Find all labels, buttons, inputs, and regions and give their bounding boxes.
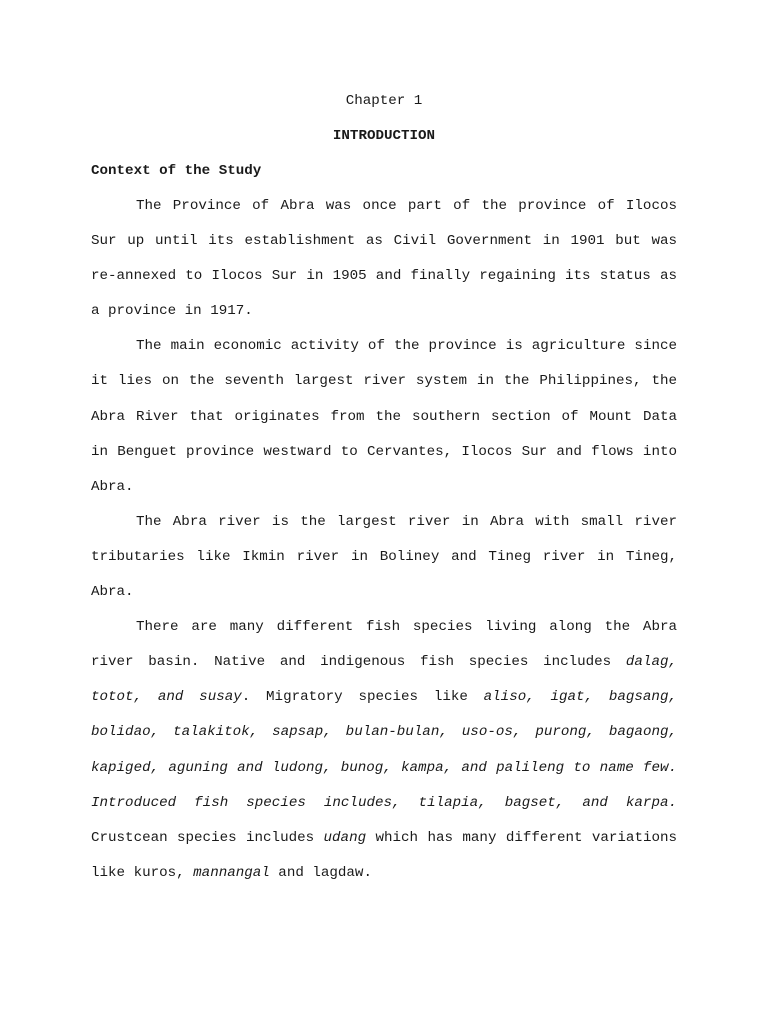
paragraph-4-text: There are many different fish species living along the Abra river basin. Native and indigenous fish species includes	[91, 619, 677, 671]
paragraph-4-text: and lagdaw.	[269, 864, 372, 881]
crustacean-species-name: udang	[323, 829, 367, 846]
paragraph-4	[91, 610, 677, 891]
migratory-species-names: aliso, igat, bagsang, bolidao, talakitok, sapsap, bulan-bulan, uso-os, purong, bagaong, kapiged, aguning and ludong, bunog, kampa, and palileng to name few. Introduced fish species includes, tilapia, bagset, and karpa.	[91, 689, 677, 811]
paragraph-3-text: The Abra river is the largest river in Abra with small river tributaries like Ikmin river in Boliney and Tineg river in Tineg, Abra.	[91, 513, 677, 601]
paragraph-4-text: Crustcean species includes	[91, 829, 324, 846]
body-text	[91, 189, 677, 891]
paragraph-4-text: which has many different variations like kuros,	[91, 829, 678, 881]
chapter-title: INTRODUCTION	[332, 128, 436, 144]
paragraph-1-text: The Province of Abra was once part of the province of Ilocos Sur up until its establishment as Civil Government in 1901 but was re-annexed to Ilocos Sur in 1905 and finally regaining its status as a province in 1917.	[91, 198, 677, 320]
section-title: Context of the Study	[91, 163, 262, 179]
paragraph-2-text: The main economic activity of the province is agriculture since it lies on the seventh largest river system in the Philippines, the Abra River that originates from the southern section of Mount Data in Benguet province westward to Cervantes, Ilocos Sur and flows into Abra.	[91, 338, 677, 495]
paragraph-2	[91, 329, 677, 504]
paragraph-1	[91, 189, 677, 329]
native-species-names: dalag, totot, and susay	[91, 654, 677, 706]
paragraph-3	[91, 505, 677, 610]
chapter-label: Chapter 1	[345, 93, 423, 109]
variation-name: mannangal	[193, 864, 270, 881]
paragraph-4-text: . Migratory species like	[241, 689, 484, 706]
